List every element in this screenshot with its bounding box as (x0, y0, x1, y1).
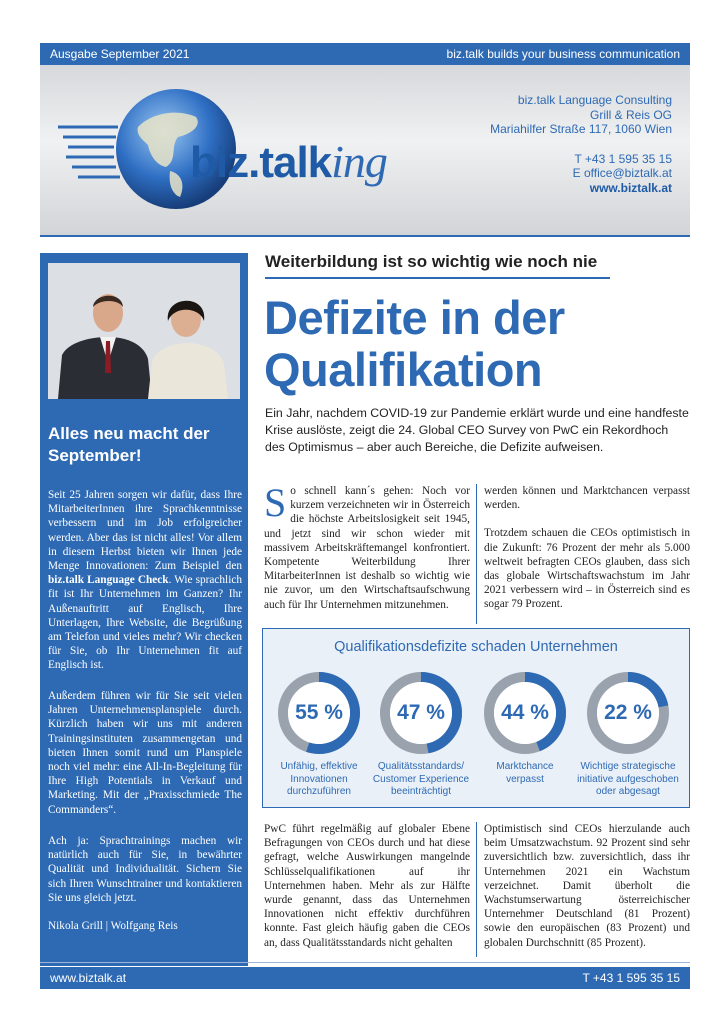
article-column-4: Optimistisch sind CEOs hierzulande auch beim Umsatzwachstum. 92 Prozent sind sehr zuversichtlich bzw. zuversichtlich, dass ihr Unternehmen 2021 ein Wachstum verzeichnet. Damit überholt die Wachstumserwartung österreichischer Unternehmer Deutschland (81 Prozent) sowie den europäischen (83 Prozent) und globalen Durchschnitt (85 Prozent). (484, 823, 690, 949)
footer-bar (40, 967, 690, 989)
sidebar (40, 253, 248, 966)
gauge-value: 55 % (295, 701, 343, 724)
language-check-highlight: biz.talk Language Check (48, 574, 169, 587)
top-bar (40, 43, 690, 65)
article-column-2: werden können und Marktchancen verpasst werden. Trotzdem schauen die CEOs optimistisch in die Zukunft: 76 Prozent der mehr als 5.000 weltweit befragten CEOs glauben, dass sich das globale Wirtschaftswachstum im Jahr 2021 verbessern wird – in Österreich sind es sogar 79 Prozent. (484, 485, 690, 611)
team-photo (48, 263, 240, 399)
gauge-value: 47 % (397, 701, 445, 724)
drop-cap: S (264, 480, 287, 525)
infographic-box (262, 628, 690, 808)
column-divider (476, 822, 477, 957)
contact-block (490, 93, 672, 195)
issue-label: Ausgabe September 2021 (50, 47, 190, 61)
slogan: biz.talk builds your business communication (446, 47, 680, 61)
article-column-1: So schnell kann´s gehen: Noch vor kurzem verzeichneten wir in Österreich die höchste Arbeitslosigkeit seit 1945, und jetzt sind wir schon wieder mit massivem Arbeitskräftemangel konfrontiert. Kompetente Weiterbildung Ihrer MitarbeiterInnen ist deshalb so wichtig wie nie zuvor, um den Wirtschaftsaufschwung auch für Ihr Unternehmen mitzunehmen. (264, 480, 470, 611)
gauge-ring-3 (483, 671, 567, 755)
sidebar-paragraph-2: Außerdem führen wir für Sie seit vielen Jahren Unternehmensplanspiele durch. Kürzlich haben wir uns mit anderen Trainingsinstituten zusammengetan und bieten Ihnen somit rund um Planspiele noch viel mehr: eine All-In-Begleitung für Ihre High Potentials in Verkauf und Marketing. Mit der „Praxisschmiede The Commanders“. (48, 690, 242, 816)
footer-rule (40, 962, 690, 963)
phone: T +43 1 595 35 15 (574, 151, 672, 166)
article-column-3: PwC führt regelmäßig auf globaler Ebene Befragungen von CEOs durch und hat diese gefragt, welche Auswirkungen mangelnde Schlüsselqualifikationen auf ihr Unternehmen haben. Mehr als zur Hälfte wurde genannt, dass das Unternehmen Innovationen nicht effektiv durchführen konnte. Fast gleich häufig gaben die CEOs an, dass Qualitätsstandards nicht gehalten (264, 823, 470, 949)
infographic-title: Qualifikationsdefizite schaden Unternehmen (334, 639, 618, 655)
sidebar-paragraph-3: Ach ja: Sprachtrainings machen wir natürlich auch für Sie, in bewährter Qualität und Individualität. Sichern Sie sich Ihren Wunschtrainer und kontaktieren Sie uns gleich jetzt. (48, 835, 242, 904)
gauge-label: Qualitätsstandards/ Customer Experience beeinträchtigt (372, 761, 470, 797)
article-headline: Defizite in der Qualifikation (264, 291, 565, 396)
article-kicker: Weiterbildung ist so wichtig wie noch nie (265, 252, 610, 279)
gauge-ring-4 (586, 671, 670, 755)
sidebar-paragraph-1: Seit 25 Jahren sorgen wir dafür, dass Ihre MitarbeiterInnen ihre Sprachkenntnisse verbessern und im Job erfolgreicher werden. Aber das ist nicht alles! Vor allem in diesem Herbst bieten wir Ihnen jede Menge Innovationen: Zum Beispiel den biz.talk Language Check. Wie sprachlich fit ist Ihr Unternehmen im Ganzen? Ihr Außenauftritt auf Englisch, Ihre Unterlagen, Ihre Website, die Begrüßung am Telefon und vieles mehr? Wir checken für Sie, ob Ihr Unternehmen fit auf Englisch ist. (48, 489, 242, 672)
column-divider (476, 484, 477, 624)
gauge-label: Unfähig, effektive Innovationen durchzuführen (280, 761, 358, 797)
website-link[interactable]: www.biztalk.at (589, 180, 672, 195)
sidebar-title: Alles neu macht der September! (48, 424, 210, 465)
signature: Nikola Grill | Wolfgang Reis (48, 920, 178, 932)
gauge-ring-1 (277, 671, 361, 755)
logo-wordmark: biz.talking (190, 136, 387, 187)
footer-phone: T +43 1 595 35 15 (582, 971, 680, 985)
email-link[interactable]: E office@biztalk.at (572, 166, 672, 180)
footer-website-link[interactable]: www.biztalk.at (50, 971, 127, 985)
article-lead: Ein Jahr, nachdem COVID-19 zur Pandemie erklärt wurde und eine handfeste Krise auslöste, zeigt die 24. Global CEO Survey von PwC ein Rekordhoch des Optimismus – aber auch Bereiche, die Defizite aufweisen. (265, 406, 689, 454)
address: Mariahilfer Straße 117, 1060 Wien (490, 122, 672, 136)
gauge-label: Wichtige strategische initiative aufgeschoben oder abgesagt (577, 761, 679, 797)
gauge-label: Marktchance verpasst (496, 761, 554, 785)
masthead (40, 65, 690, 237)
gauge-value: 22 % (604, 701, 652, 724)
gauge-value: 44 % (501, 701, 549, 724)
company-name: biz.talk Language Consulting (517, 93, 672, 107)
company-legal: Grill & Reis OG (589, 107, 672, 122)
gauge-ring-2 (379, 671, 463, 755)
